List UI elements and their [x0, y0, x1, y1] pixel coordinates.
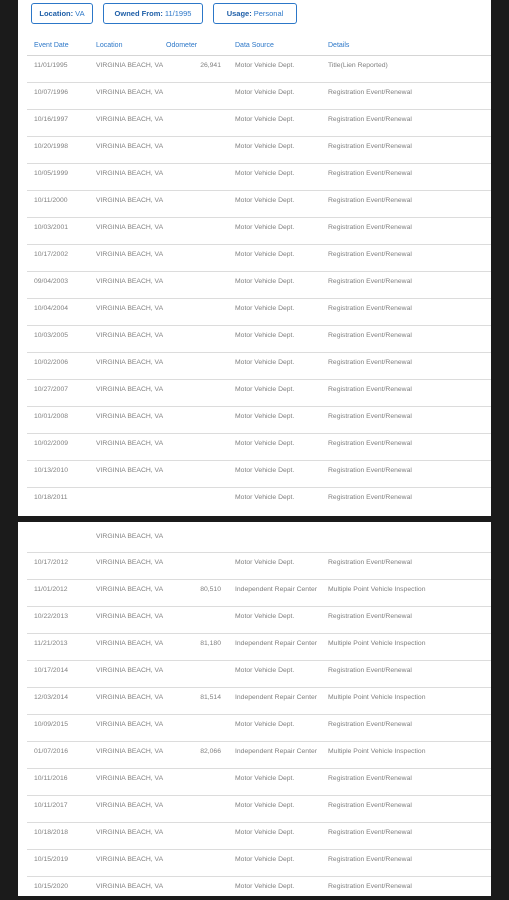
- table-row: [27, 796, 491, 823]
- event-date-cell: 10/01/2008: [34, 413, 69, 420]
- location-cell: VIRGINIA BEACH, VA: [96, 251, 164, 258]
- odometer-cell: [166, 613, 235, 633]
- odometer-cell: [166, 440, 235, 460]
- details-cell: Registration Event/Renewal: [328, 721, 412, 728]
- location-cell: VIRGINIA BEACH, VA: [96, 143, 164, 150]
- table-row: [27, 661, 491, 688]
- column-header-data-source: Data Source: [235, 41, 274, 49]
- data-source-cell: Motor Vehicle Dept.: [235, 440, 295, 447]
- details-cell: Registration Event/Renewal: [328, 170, 412, 177]
- location-cell: VIRGINIA BEACH, VA: [96, 883, 164, 890]
- odometer-cell: [166, 856, 235, 876]
- location-cell: VIRGINIA BEACH, VA: [96, 62, 164, 69]
- data-source-cell: Motor Vehicle Dept.: [235, 829, 295, 836]
- location-cell: VIRGINIA BEACH, VA: [96, 640, 164, 647]
- table-row: [27, 688, 491, 715]
- column-header-details: Details: [328, 41, 350, 49]
- location-cell: VIRGINIA BEACH, VA: [96, 305, 164, 312]
- table-row: [27, 850, 491, 877]
- odometer-cell: [166, 143, 235, 163]
- location-cell: VIRGINIA BEACH, VA: [96, 359, 164, 366]
- table-row: [27, 83, 491, 110]
- table-row: [27, 299, 491, 326]
- table-row: [27, 553, 491, 580]
- event-date-cell: 10/11/2000: [34, 197, 68, 204]
- event-date-cell: 10/04/2004: [34, 305, 69, 312]
- details-cell: Registration Event/Renewal: [328, 440, 412, 447]
- odometer-cell: 82,066: [200, 748, 221, 755]
- event-date-cell: 11/01/2012: [34, 586, 68, 593]
- odometer-cell: [166, 775, 235, 795]
- data-source-cell: Independent Repair Center: [235, 640, 317, 647]
- data-source-cell: Motor Vehicle Dept.: [235, 721, 295, 728]
- details-cell: Registration Event/Renewal: [328, 559, 412, 566]
- data-source-cell: Motor Vehicle Dept.: [235, 802, 295, 809]
- table-row: [27, 191, 491, 218]
- data-source-cell: Independent Repair Center: [235, 694, 317, 701]
- table-row: [27, 56, 491, 83]
- table-row: [27, 434, 491, 461]
- usage-filter-chip[interactable]: [213, 3, 297, 24]
- filter-chips: [31, 3, 297, 24]
- chip-value: Personal: [253, 9, 284, 18]
- event-date-cell: 12/03/2014: [34, 694, 69, 701]
- details-cell: Registration Event/Renewal: [328, 251, 412, 258]
- odometer-cell: [166, 413, 235, 433]
- table-row: [27, 877, 491, 896]
- history-panel-bottom: [18, 522, 491, 896]
- location-cell: VIRGINIA BEACH, VA: [96, 856, 164, 863]
- table-row: [27, 522, 491, 553]
- odometer-cell: [166, 278, 235, 298]
- data-source-cell: Independent Repair Center: [235, 586, 317, 593]
- location-cell: VIRGINIA BEACH, VA: [96, 586, 164, 593]
- odometer-cell: [166, 883, 235, 896]
- location-cell: VIRGINIA BEACH, VA: [96, 667, 164, 674]
- odometer-cell: [166, 533, 235, 552]
- table-row: [27, 218, 491, 245]
- data-source-cell: Motor Vehicle Dept.: [235, 62, 295, 69]
- details-cell: Multiple Point Vehicle Inspection: [328, 748, 426, 755]
- owned-from-filter-chip[interactable]: [103, 3, 203, 24]
- odometer-cell: [166, 224, 235, 244]
- table-row: [27, 634, 491, 661]
- odometer-cell: 26,941: [200, 62, 221, 69]
- event-date-cell: 10/02/2006: [34, 359, 69, 366]
- details-cell: Registration Event/Renewal: [328, 305, 412, 312]
- location-cell: VIRGINIA BEACH, VA: [96, 224, 164, 231]
- event-date-cell: 10/16/1997: [34, 116, 69, 123]
- odometer-cell: [166, 359, 235, 379]
- odometer-cell: [166, 829, 235, 849]
- details-cell: Registration Event/Renewal: [328, 278, 412, 285]
- details-cell: Registration Event/Renewal: [328, 467, 412, 474]
- odometer-cell: 80,510: [200, 586, 221, 593]
- table-row: [27, 742, 491, 769]
- data-source-cell: Motor Vehicle Dept.: [235, 856, 295, 863]
- details-cell: Registration Event/Renewal: [328, 197, 412, 204]
- location-cell: VIRGINIA BEACH, VA: [96, 748, 164, 755]
- data-source-cell: Motor Vehicle Dept.: [235, 386, 295, 393]
- data-source-cell: Motor Vehicle Dept.: [235, 116, 295, 123]
- data-source-cell: Motor Vehicle Dept.: [235, 170, 295, 177]
- details-cell: Registration Event/Renewal: [328, 89, 412, 96]
- table-row: [27, 110, 491, 137]
- data-source-cell: Motor Vehicle Dept.: [235, 467, 295, 474]
- odometer-cell: [166, 197, 235, 217]
- location-cell: VIRGINIA BEACH, VA: [96, 829, 164, 836]
- event-date-cell: 10/02/2009: [34, 440, 69, 447]
- event-date-cell: 11/01/1995: [34, 62, 68, 69]
- event-date-cell: 10/17/2014: [34, 667, 69, 674]
- details-cell: Registration Event/Renewal: [328, 332, 412, 339]
- table-row: [27, 326, 491, 353]
- details-cell: Multiple Point Vehicle Inspection: [328, 586, 426, 593]
- location-cell: VIRGINIA BEACH, VA: [96, 413, 164, 420]
- table-row: [27, 164, 491, 191]
- event-date-cell: 10/03/2001: [34, 224, 69, 231]
- table-row: [27, 272, 491, 299]
- event-date-cell: 10/11/2017: [34, 802, 68, 809]
- odometer-cell: [166, 494, 235, 515]
- table-row: [27, 137, 491, 164]
- event-date-cell: 10/17/2012: [34, 559, 69, 566]
- event-date-cell: 10/15/2020: [34, 883, 69, 890]
- event-date-cell: 10/22/2013: [34, 613, 69, 620]
- data-source-cell: Motor Vehicle Dept.: [235, 359, 295, 366]
- table-row: [27, 488, 491, 515]
- table-body: [27, 56, 491, 515]
- details-cell: Registration Event/Renewal: [328, 413, 412, 420]
- chip-key: Owned From:: [114, 9, 163, 18]
- location-cell: VIRGINIA BEACH, VA: [96, 613, 164, 620]
- location-cell: VIRGINIA BEACH, VA: [96, 802, 164, 809]
- data-source-cell: Motor Vehicle Dept.: [235, 559, 295, 566]
- column-header-event-date: Event Date: [34, 41, 69, 49]
- details-cell: Registration Event/Renewal: [328, 386, 412, 393]
- history-panel-top: [18, 0, 491, 516]
- location-cell: VIRGINIA BEACH, VA: [96, 197, 164, 204]
- event-date-cell: 10/27/2007: [34, 386, 69, 393]
- odometer-cell: [166, 467, 235, 487]
- table-row: [27, 769, 491, 796]
- table-header: [27, 36, 491, 56]
- event-date-cell: 10/13/2010: [34, 467, 69, 474]
- chip-value: 11/1995: [164, 9, 192, 18]
- odometer-cell: [166, 170, 235, 190]
- data-source-cell: [235, 533, 328, 552]
- event-date-cell: 10/18/2018: [34, 829, 69, 836]
- event-date-cell: 10/07/1996: [34, 89, 69, 96]
- details-cell: Registration Event/Renewal: [328, 494, 412, 501]
- details-cell: Registration Event/Renewal: [328, 359, 412, 366]
- event-date-cell: 10/05/1999: [34, 170, 69, 177]
- data-source-cell: Motor Vehicle Dept.: [235, 775, 295, 782]
- data-source-cell: Motor Vehicle Dept.: [235, 305, 295, 312]
- data-source-cell: Motor Vehicle Dept.: [235, 332, 295, 339]
- data-source-cell: Motor Vehicle Dept.: [235, 224, 295, 231]
- chip-key: Location:: [39, 9, 74, 18]
- details-cell: [328, 533, 491, 552]
- table-row: [27, 461, 491, 488]
- location-filter-chip[interactable]: [31, 3, 93, 24]
- location-cell: VIRGINIA BEACH, VA: [96, 721, 164, 728]
- event-date-cell: 10/03/2005: [34, 332, 69, 339]
- data-source-cell: Motor Vehicle Dept.: [235, 667, 295, 674]
- location-cell: VIRGINIA BEACH, VA: [96, 278, 164, 285]
- details-cell: Registration Event/Renewal: [328, 856, 412, 863]
- location-cell: VIRGINIA BEACH, VA: [96, 386, 164, 393]
- event-date-cell: 10/20/1998: [34, 143, 69, 150]
- odometer-cell: [166, 721, 235, 741]
- event-date-cell: 10/15/2019: [34, 856, 69, 863]
- history-table-continued: [27, 522, 491, 896]
- details-cell: Registration Event/Renewal: [328, 775, 412, 782]
- table-row: [27, 407, 491, 434]
- location-cell: VIRGINIA BEACH, VA: [96, 775, 164, 782]
- details-cell: Registration Event/Renewal: [328, 883, 412, 890]
- column-header-odometer: Odometer: [166, 41, 198, 49]
- data-source-cell: Motor Vehicle Dept.: [235, 883, 295, 890]
- details-cell: Multiple Point Vehicle Inspection: [328, 640, 426, 647]
- event-date-cell: 10/11/2016: [34, 775, 68, 782]
- chip-value: VA: [75, 9, 85, 18]
- odometer-cell: [166, 116, 235, 136]
- data-source-cell: Motor Vehicle Dept.: [235, 89, 295, 96]
- details-cell: Registration Event/Renewal: [328, 829, 412, 836]
- odometer-cell: [166, 667, 235, 687]
- details-cell: Title(Lien Reported): [328, 62, 388, 69]
- history-table: [27, 36, 491, 515]
- location-cell: VIRGINIA BEACH, VA: [96, 116, 164, 123]
- event-date-cell: [27, 533, 96, 552]
- table-row: [27, 245, 491, 272]
- odometer-cell: 81,514: [200, 694, 221, 701]
- location-cell: VIRGINIA BEACH, VA: [96, 467, 164, 474]
- data-source-cell: Motor Vehicle Dept.: [235, 278, 295, 285]
- odometer-cell: [166, 89, 235, 109]
- data-source-cell: Motor Vehicle Dept.: [235, 143, 295, 150]
- data-source-cell: Motor Vehicle Dept.: [235, 251, 295, 258]
- data-source-cell: Motor Vehicle Dept.: [235, 413, 295, 420]
- table-body: [27, 522, 491, 896]
- event-date-cell: 09/04/2003: [34, 278, 69, 285]
- data-source-cell: Independent Repair Center: [235, 748, 317, 755]
- details-cell: Registration Event/Renewal: [328, 667, 412, 674]
- location-cell: [96, 494, 166, 515]
- table-row: [27, 607, 491, 634]
- table-row: [27, 823, 491, 850]
- chip-key: Usage:: [226, 9, 252, 18]
- table-row: [27, 715, 491, 742]
- event-date-cell: 10/17/2002: [34, 251, 69, 258]
- table-row: [27, 353, 491, 380]
- odometer-cell: 81,180: [200, 640, 221, 647]
- column-header-location: Location: [96, 41, 123, 49]
- details-cell: Registration Event/Renewal: [328, 802, 412, 809]
- details-cell: Multiple Point Vehicle Inspection: [328, 694, 426, 701]
- data-source-cell: Motor Vehicle Dept.: [235, 197, 295, 204]
- location-cell: VIRGINIA BEACH, VA: [96, 440, 164, 447]
- odometer-cell: [166, 251, 235, 271]
- details-cell: Registration Event/Renewal: [328, 224, 412, 231]
- odometer-cell: [166, 305, 235, 325]
- event-date-cell: 10/18/2011: [34, 494, 68, 501]
- location-cell: VIRGINIA BEACH, VA: [96, 559, 164, 566]
- odometer-cell: [166, 386, 235, 406]
- location-cell: VIRGINIA BEACH, VA: [96, 89, 164, 96]
- location-cell: VIRGINIA BEACH, VA: [96, 332, 164, 339]
- event-date-cell: 01/07/2016: [34, 748, 69, 755]
- details-cell: Registration Event/Renewal: [328, 116, 412, 123]
- odometer-cell: [166, 559, 235, 579]
- table-row: [27, 380, 491, 407]
- odometer-cell: [166, 332, 235, 352]
- data-source-cell: Motor Vehicle Dept.: [235, 613, 295, 620]
- event-date-cell: 11/21/2013: [34, 640, 68, 647]
- event-date-cell: 10/09/2015: [34, 721, 69, 728]
- location-cell: VIRGINIA BEACH, VA: [96, 170, 164, 177]
- odometer-cell: [166, 802, 235, 822]
- location-cell: VIRGINIA BEACH, VA: [96, 533, 164, 540]
- table-row: [27, 580, 491, 607]
- details-cell: Registration Event/Renewal: [328, 143, 412, 150]
- location-cell: VIRGINIA BEACH, VA: [96, 694, 164, 701]
- data-source-cell: Motor Vehicle Dept.: [235, 494, 295, 501]
- details-cell: Registration Event/Renewal: [328, 613, 412, 620]
